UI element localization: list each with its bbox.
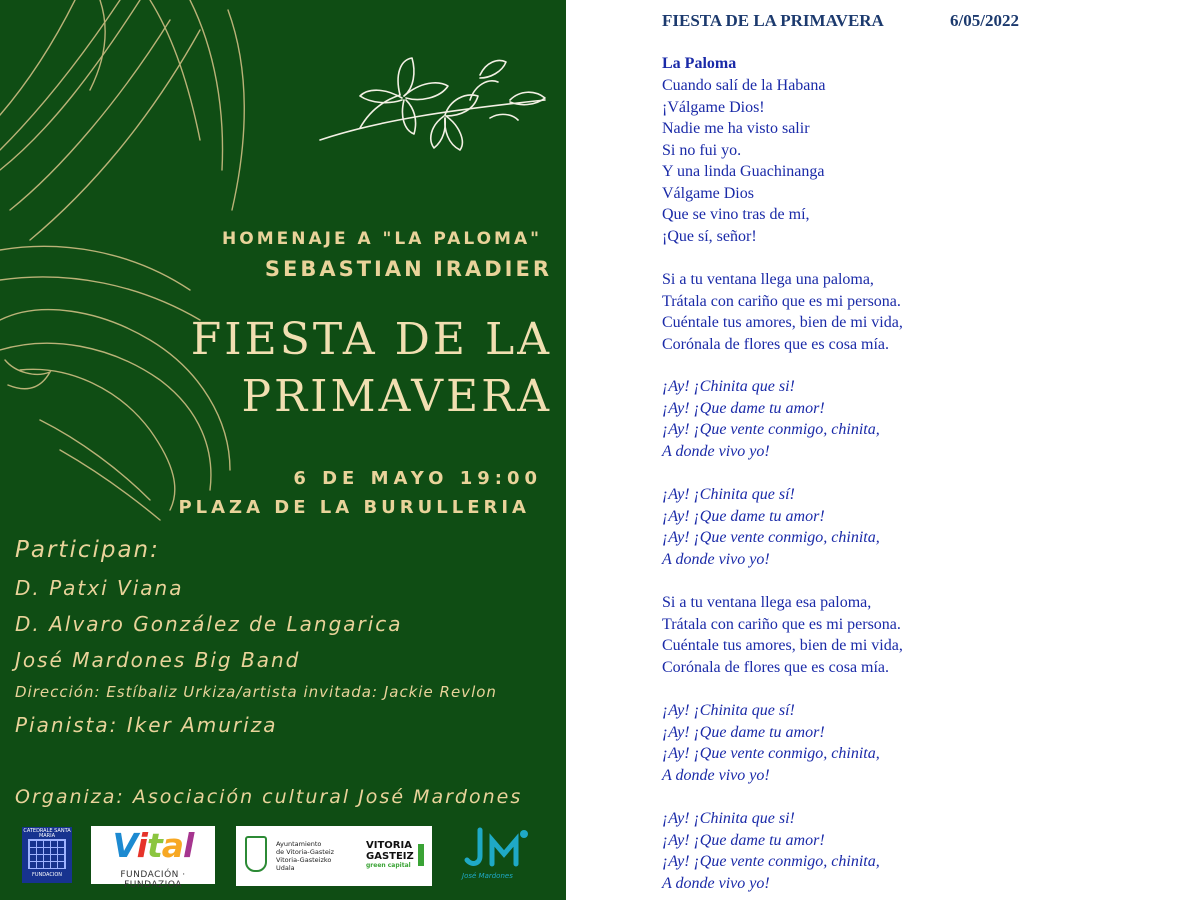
lyrics-header-title: FIESTA DE LA PRIMAVERA (662, 11, 884, 30)
vital-foundation-logo (91, 826, 215, 890)
vital-subtitle: FUNDACIÓN · FUNDAZIOA (120, 870, 186, 890)
lyric-line: Si no fui yo. (662, 141, 742, 159)
lyric-line: ¡Ay! ¡Que vente conmigo, chinita, (662, 529, 880, 546)
vital-wordmark: Vital (112, 826, 194, 865)
shield-icon (245, 836, 267, 872)
poster-title-line1: FIESTA DE LA (190, 314, 552, 365)
city-council-line: Vitoria-Gasteizko (276, 856, 332, 864)
lyric-line: Cuéntale tus amores, bien de mi vida, (662, 314, 903, 331)
lyric-line: Corónala de flores que es cosa mía. (662, 335, 890, 353)
lyric-line: ¡Ay! ¡Que dame tu amor! (662, 831, 825, 849)
participant-item: Pianista: Iker Amuriza (15, 713, 278, 737)
lyric-line: ¡Ay! ¡Chinita que si! (662, 378, 795, 395)
lyric-line: ¡Ay! ¡Chinita que sí! (662, 702, 795, 719)
poster-subtitle-line2: SEBASTIAN IRADIER (264, 257, 552, 281)
lyric-line: Válgame Dios (662, 184, 754, 202)
participant-item: José Mardones Big Band (15, 648, 301, 672)
grid-emblem-icon (28, 839, 66, 869)
city-council-line: Ayuntamiento (276, 840, 322, 848)
green-capital-line1: VITORIA (366, 840, 412, 851)
poster-subtitle-line1: HOMENAJE A "LA PALOMA" (222, 229, 542, 249)
lyric-line: ¡Ay! ¡Que vente conmigo, chinita, (662, 421, 880, 438)
lyric-line: A donde vivo yo! (662, 874, 770, 892)
participant-item: Dirección: Estíbaliz Urkiza/artista invitada: Jackie Revlon (15, 683, 497, 701)
song-title: La Paloma (662, 55, 737, 72)
stanza (662, 592, 903, 678)
lyrics-page (566, 0, 1200, 900)
city-council-line: Udala (276, 864, 295, 872)
lyrics-header-date: 6/05/2022 (950, 11, 1019, 30)
green-capital-logo (366, 840, 424, 880)
stanza (662, 700, 880, 786)
logo1-bottom-text: FUNDACION (31, 872, 62, 878)
stanza (662, 808, 880, 894)
lyric-line: Si a tu ventana llega esa paloma, (662, 594, 872, 611)
lyric-line: Y una linda Guachinanga (662, 163, 825, 180)
lyric-line: Si a tu ventana llega una paloma, (662, 271, 874, 288)
jm-monogram-icon (462, 826, 532, 872)
cathedral-foundation-logo (22, 827, 72, 883)
lyric-line: Trátala con cariño que es mi persona. (662, 615, 901, 633)
lyric-line: Que se vino tras de mí, (662, 206, 810, 223)
lyric-line: A donde vivo yo! (662, 766, 770, 784)
stanza (662, 484, 880, 570)
lyric-line: Corónala de flores que es cosa mía. (662, 658, 890, 676)
city-council-line: de Vitoria-Gasteiz (276, 848, 335, 856)
lyric-line: Cuéntale tus amores, bien de mi vida, (662, 637, 903, 654)
green-capital-wordmark (366, 840, 414, 862)
city-council-text (276, 840, 334, 872)
participant-item: D. Alvaro González de Langarica (15, 612, 403, 636)
organizer-text: Organiza: Asociación cultural José Mardones (15, 786, 523, 808)
lyric-line: ¡Ay! ¡Que vente conmigo, chinita, (662, 853, 880, 870)
stanza (662, 269, 903, 355)
lyric-line: ¡Ay! ¡Que dame tu amor! (662, 399, 825, 417)
jose-mardones-logo (462, 826, 532, 884)
logo1-top-text: CATEDRALE SANTA MARIA (23, 828, 71, 839)
stanza (662, 376, 880, 462)
lyric-line: A donde vivo yo! (662, 550, 770, 568)
lyric-line: Trátala con cariño que es mi persona. (662, 292, 901, 310)
event-place: PLAZA DE LA BURULLERIA (178, 497, 530, 518)
exclamation-bar-icon (418, 844, 424, 866)
lyric-line: ¡Ay! ¡Chinita que sí! (662, 486, 795, 503)
city-council-logo (236, 826, 432, 886)
participant-item: D. Patxi Viana (15, 576, 184, 600)
lyric-line: ¡Ay! ¡Chinita que si! (662, 810, 795, 827)
lyric-line: ¡Ay! ¡Que dame tu amor! (662, 723, 825, 741)
lyric-line: ¡Que sí, señor! (662, 227, 757, 245)
participants-heading: Participan: (15, 537, 160, 563)
flower-illustration (0, 0, 566, 900)
event-date-time: 6 DE MAYO 19:00 (293, 468, 542, 489)
lyric-line: ¡Ay! ¡Que vente conmigo, chinita, (662, 745, 880, 762)
lyric-line: Nadie me ha visto salir (662, 120, 810, 137)
lyric-line: ¡Válgame Dios! (662, 98, 765, 116)
lyric-line: ¡Ay! ¡Que dame tu amor! (662, 507, 825, 525)
event-poster (0, 0, 566, 900)
stanza (662, 75, 826, 247)
jm-label: José Mardones (462, 872, 513, 880)
lyric-line: Cuando salí de la Habana (662, 77, 826, 94)
green-capital-line2: GASTEIZ (366, 851, 414, 862)
poster-title-line2: PRIMAVERA (241, 371, 552, 422)
green-capital-tag: green capital (366, 862, 411, 869)
lyric-line: A donde vivo yo! (662, 442, 770, 460)
